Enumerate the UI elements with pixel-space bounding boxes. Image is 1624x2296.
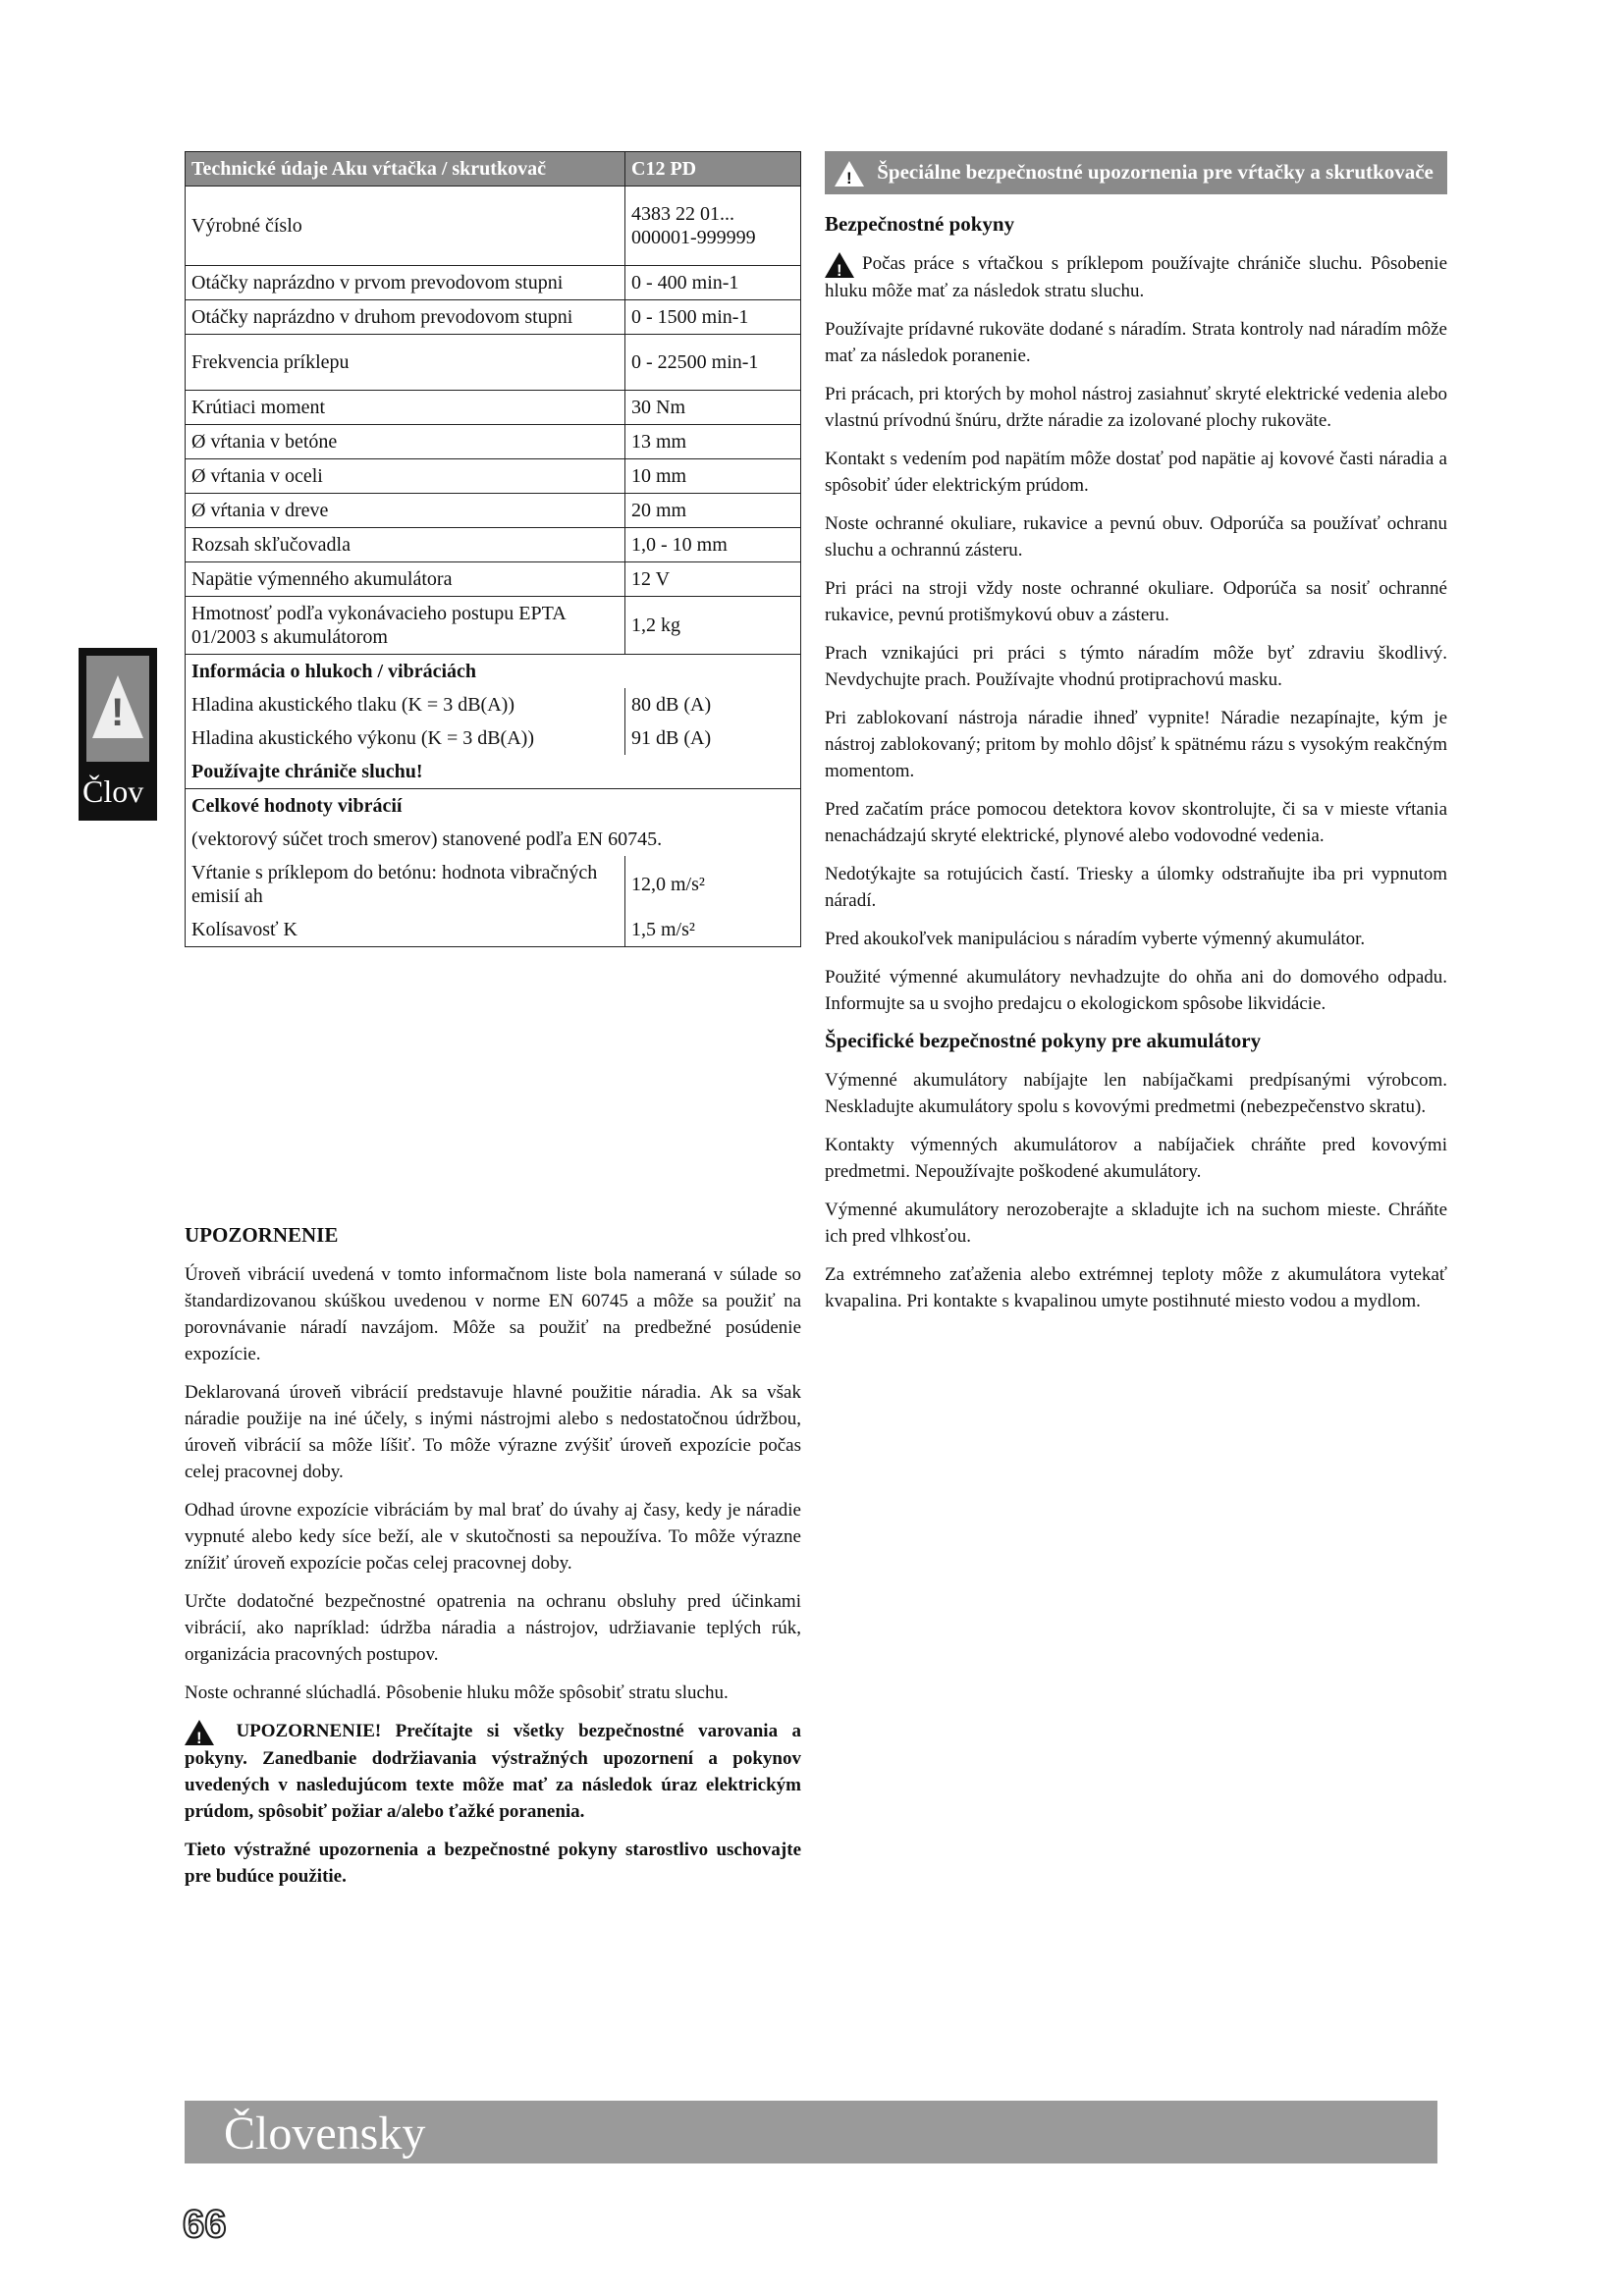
paragraph: Noste ochranné slúchadlá. Pôsobenie hluku môže spôsobiť stratu sluchu.: [185, 1682, 729, 1703]
spec-table-header: [186, 152, 801, 187]
subheading-battery: Špecifické bezpečnostné pokyny pre akumulátory: [825, 1028, 1262, 1052]
paragraph: Za extrémneho zaťaženia alebo extrémnej teploty môže z akumulátora vytekať kvapalina. Pri kontakte s kvapalinou umyte postihnuté miesto vodou a mydlom.: [825, 1263, 1447, 1311]
paragraph: Výmenné akumulátory nabíjajte len nabíjačkami predpísanými výrobcom. Neskladujte akumulátory spolu s kovovými predmetmi (nebezpečenstvo skratu).: [825, 1069, 1447, 1117]
paragraph: Kontakty výmenných akumulátorov a nabíjačiek chráňte pred kovovými predmetmi. Nepoužívajte poškodené akumulátory.: [825, 1134, 1447, 1182]
left-text-column: [185, 1223, 801, 1901]
spec-header-left: Technické údaje Aku vŕtačka / skrutkovač: [186, 152, 625, 187]
table-row: Ø vŕtania v betóne 13 mm: [186, 425, 801, 459]
table-row: Hladina akustického výkonu (K = 3 dB(A)) 91 dB (A): [186, 721, 801, 755]
table-row: Krútiaci moment 30 Nm: [186, 391, 801, 425]
table-row: Výrobné číslo 4383 22 01... 000001-999999: [186, 187, 801, 266]
paragraph: !Počas práce s vŕtačkou s príklepom používajte chrániče sluchu. Pôsobenie hluku môže mať za následok stratu sluchu.: [825, 250, 1447, 304]
paragraph: Odhad úrovne expozície vibráciám by mal brať do úvahy aj časy, kedy je náradie vypnuté alebo kedy síce beží, ale v skutočnosti sa nepoužíva. To môže výrazne znížiť úroveň expozície počas celej pracovnej doby.: [185, 1500, 801, 1574]
spec-table: [185, 151, 801, 947]
table-row: Kolísavosť K 1,5 m/s²: [186, 913, 801, 947]
warning-icon: [86, 656, 149, 762]
paragraph: Pri práci na stroji vždy noste ochranné okuliare. Odporúča sa nosiť ochranné rukavice, pevnú protišmykovú obuv a zásteru.: [825, 577, 1447, 625]
table-row: Vŕtanie s príklepom do betónu: hodnota vibračných emisií ah 12,0 m/s²: [186, 856, 801, 913]
paragraph: Nedotýkajte sa rotujúcich častí. Triesky a úlomky odstraňujte iba pri vypnutom náradí.: [825, 863, 1447, 911]
warning-icon: [185, 1720, 214, 1745]
paragraph: Kontakt s vedením pod napätím môže dostať pod napätie aj kovové časti náradia a spôsobiť úder elektrickým prúdom.: [825, 448, 1447, 496]
table-row: Ø vŕtania v dreve 20 mm: [186, 494, 801, 528]
right-text-column: [825, 151, 1447, 1326]
footer-bar: [185, 2101, 1437, 2163]
paragraph: Pri prácach, pri ktorých by mohol nástroj zasiahnuť skryté elektrické vedenia alebo vlastnú prívodnú šnúru, držte náradie za izolované plochy rukoväte.: [825, 383, 1447, 431]
paragraph: Pri zablokovaní nástroja náradie ihneď vypnite! Náradie nezapínajte, kým je nástroj zablokovaný; pritom by mohlo dôjsť k spätnému rázu s vysokým reakčným momentom.: [825, 707, 1447, 781]
table-row: Napätie výmenného akumulátora 12 V: [186, 562, 801, 597]
table-row: Hmotnosť podľa vykonávacieho postupu EPTA 01/2003 s akumulátorom 1,2 kg: [186, 597, 801, 655]
table-row: Frekvencia príklepu 0 - 22500 min-1: [186, 335, 801, 391]
vibration-section-title: Celkové hodnoty vibrácií: [186, 789, 801, 824]
spec-header-right: C12 PD: [625, 152, 801, 187]
paragraph: Použité výmenné akumulátory nevhadzujte do ohňa ani do domového odpadu. Informujte sa u svojho predajcu o ekologickom spôsobe likvidácie.: [825, 966, 1447, 1014]
table-row: Hladina akustického tlaku (K = 3 dB(A)) 80 dB (A): [186, 688, 801, 721]
language-side-tab: [79, 648, 157, 821]
paragraph: Deklarovaná úroveň vibrácií predstavuje hlavné použitie náradia. Ak sa však náradie použije na iné účely, s inými nástrojmi alebo s nedostatočnou údržbou, úroveň vibrácií sa môže líšiť. To môže výrazne zvýšiť úroveň expozície počas celej pracovnej doby.: [185, 1382, 801, 1482]
table-row: Ø vŕtania v oceli 10 mm: [186, 459, 801, 494]
page-number: 66: [183, 2203, 227, 2246]
paragraph: Používajte prídavné rukoväte dodané s náradím. Strata kontroly nad náradím môže mať za následok poranenie.: [825, 318, 1447, 366]
warning-heading: UPOZORNENIE: [185, 1223, 339, 1247]
table-row: Rozsah skľučovadla 1,0 - 10 mm: [186, 528, 801, 562]
table-row: Otáčky naprázdno v prvom prevodovom stupni 0 - 400 min-1: [186, 266, 801, 300]
keep-note: Tieto výstražné upozornenia a bezpečnostné pokyny starostlivo uschovajte pre budúce použitie.: [185, 1839, 801, 1887]
paragraph: Prach vznikajúci pri práci s týmto náradím môže byť zdraviu škodlivý. Nevdychujte prach. Používajte vhodnú protiprachovú masku.: [825, 642, 1447, 690]
paragraph: Určte dodatočné bezpečnostné opatrenia na ochranu obsluhy pred účinkami vibrácií, ako napríklad: údržba náradia a nástrojov, udržiavanie teplých rúk, organizácia pracovných postupov.: [185, 1591, 801, 1665]
warning-icon: [835, 161, 864, 187]
paragraph: Noste ochranné okuliare, rukavice a pevnú obuv. Odporúča sa používať ochranu sluchu a ochrannú zásteru.: [825, 512, 1447, 561]
warning-paragraph: [185, 1718, 801, 1825]
paragraph: Úroveň vibrácií uvedená v tomto informačnom liste bola nameraná v súlade so štandardizovanou skúškou uvedenou v norme EN 60745 a môže sa použiť na porovnávanie náradí navzájom. Môže sa použiť na predbežné posúdenie expozície.: [185, 1264, 801, 1364]
vibration-intro-row: (vektorový súčet troch smerov) stanovené podľa EN 60745.: [186, 823, 801, 856]
noise-section-title: Informácia o hlukoch / vibráciách: [186, 655, 801, 689]
footer-language-label: Človensky: [224, 2108, 426, 2160]
warning-text: UPOZORNENIE! Prečítajte si všetky bezpečnostné varovania a pokyny. Zanedbanie dodržiavania výstražných upozornení a pokynov uvedených v nasledujúcom texte môže mať za následok úraz elektrickým prúdom, spôsobiť požiar a/alebo ťažké poranenia.: [185, 1721, 802, 1822]
paragraph: Pred akoukoľvek manipuláciou s náradím vyberte výmenný akumulátor.: [825, 928, 1366, 949]
safety-title-bar: [825, 151, 1447, 194]
safety-title: Špeciálne bezpečnostné upozornenia pre vŕtačky a skrutkovače: [877, 160, 1434, 184]
paragraph: Výmenné akumulátory nerozoberajte a skladujte ich na suchom mieste. Chráňte ich pred vlhkosťou.: [825, 1199, 1447, 1247]
warning-icon: [825, 252, 854, 278]
subheading: Bezpečnostné pokyny: [825, 212, 1015, 237]
noise-note-row: Používajte chrániče sluchu!: [186, 755, 801, 789]
paragraph: Pred začatím práce pomocou detektora kovov skontrolujte, či sa v mieste vŕtania nenachádzajú skryté elektrické, plynové alebo vodovodné vedenia.: [825, 798, 1447, 846]
side-tab-label: Člov: [82, 774, 144, 809]
table-row: Otáčky naprázdno v druhom prevodovom stupni 0 - 1500 min-1: [186, 300, 801, 335]
